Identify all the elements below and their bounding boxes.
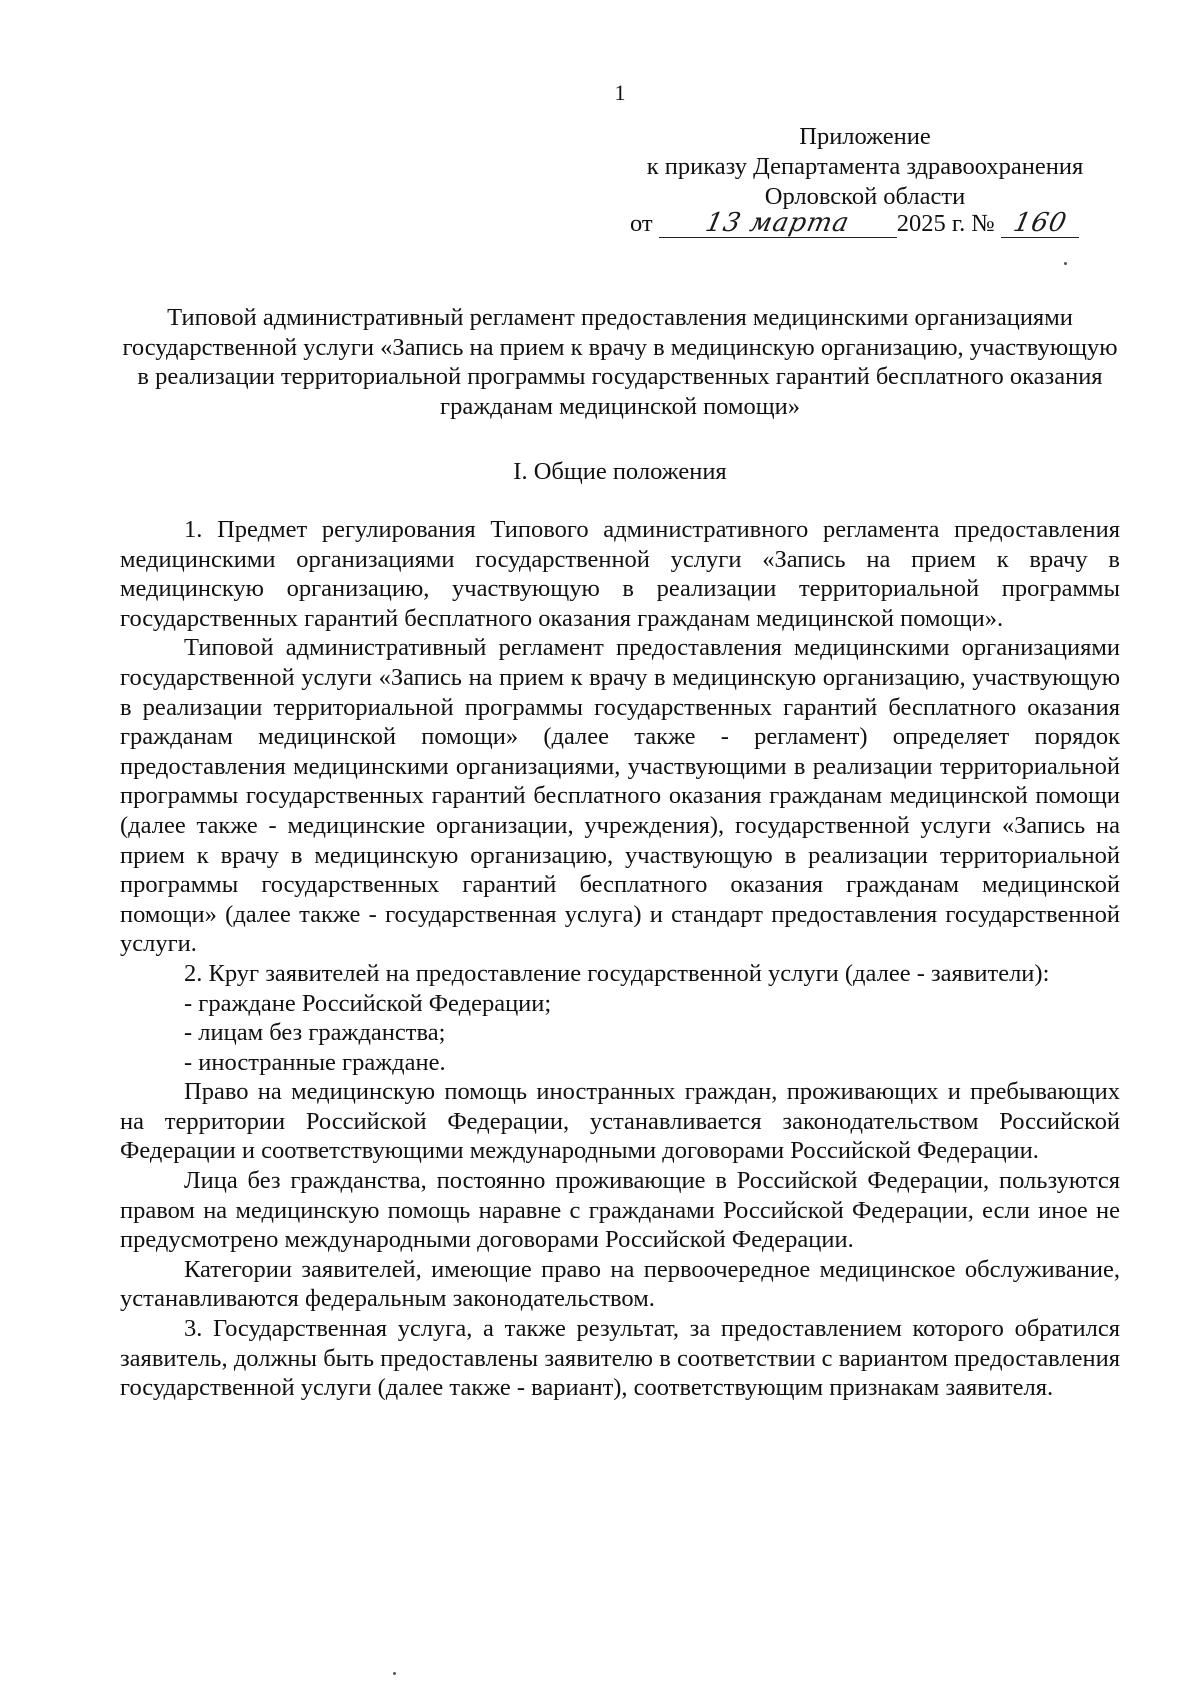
appendix-line1: Приложение (799, 123, 931, 150)
handwritten-date: 13 марта (702, 208, 853, 238)
paragraph: Типовой административный регламент предоставления медицинскими организациями государственной услуги «Запись на прием к врачу в медицинскую организацию, участвующую в реализации территориальной программы государственных гарантий бесплатного оказания гражданам медицинской помощи» (далее также - регламент) определяет порядок предоставления медицинскими организациями, участвующими в реализации территориальной программы государственных гарантий бесплатного оказания гражданам медицинской помощи (далее также - медицинские организации, учреждения), государственной услуги «Запись на прием к врачу в медицинскую организацию, участвующую в реализации территориальной программы государственных гарантий бесплатного оказания гражданам медицинской помощи» (далее также - государственная услуга) и стандарт предоставления государственной услуги. (120, 634, 1120, 958)
date-field (659, 210, 897, 238)
page-number: 1 (614, 80, 626, 105)
document-body (120, 515, 1120, 1403)
number-field (1001, 210, 1079, 238)
from-label: от (630, 210, 653, 237)
appendix-line2: к приказу Департамента здравоохранения (646, 153, 1084, 180)
handwritten-number: 160 (1010, 208, 1070, 238)
paragraph: Лица без гражданства, постоянно проживающие в Российской Федерации, пользуются правом на медицинскую помощь наравне с гражданами Российской Федерации, если иное не предусмотрено международными договорами Российской Федерации. (120, 1167, 1120, 1254)
list-item: - лицам без гражданства; (184, 1019, 446, 1047)
appendix-date-line (630, 209, 1130, 239)
paragraph: 2. Круг заявителей на предоставление государственной услуги (далее - заявители): (184, 959, 1050, 987)
year-label: 2025 г. № (896, 210, 995, 237)
appendix-line3: Орловской области (764, 183, 966, 210)
document-title: Типовой административный регламент предоставления медицинскими организациями государственной услуги «Запись на прием к врачу в медицинскую организацию, участвующую в реализации территориальной программы государственных гарантий бесплатного оказания гражданам медицинской помощи» (122, 304, 1118, 420)
section-heading: I. Общие положения (513, 458, 727, 485)
scan-speck (393, 1672, 396, 1675)
paragraph: Право на медицинскую помощь иностранных граждан, проживающих и пребывающих на территории Российской Федерации, устанавливается законодательством Российской Федерации и соответствующими международными договорами Российской Федерации. (120, 1078, 1120, 1165)
list-item: - иностранные граждане. (184, 1048, 446, 1076)
paragraph: 3. Государственная услуга, а также результат, за предоставлением которого обратился заявитель, должны быть предоставлены заявителю в соответствии с вариантом предоставления государственной услуги (далее также - вариант), соответствующим признакам заявителя. (120, 1315, 1120, 1402)
paragraph: 1. Предмет регулирования Типового административного регламента предоставления медицинскими организациями государственной услуги «Запись на прием к врачу в медицинскую организацию, участвующую в реализации территориальной программы государственных гарантий бесплатного оказания гражданам медицинской помощи». (120, 516, 1120, 632)
scan-speck (1064, 262, 1067, 265)
paragraph: Категории заявителей, имеющие право на первоочередное медицинское обслуживание, устанавливаются федеральным законодательством. (120, 1255, 1120, 1313)
list-item: - граждане Российской Федерации; (184, 989, 552, 1017)
